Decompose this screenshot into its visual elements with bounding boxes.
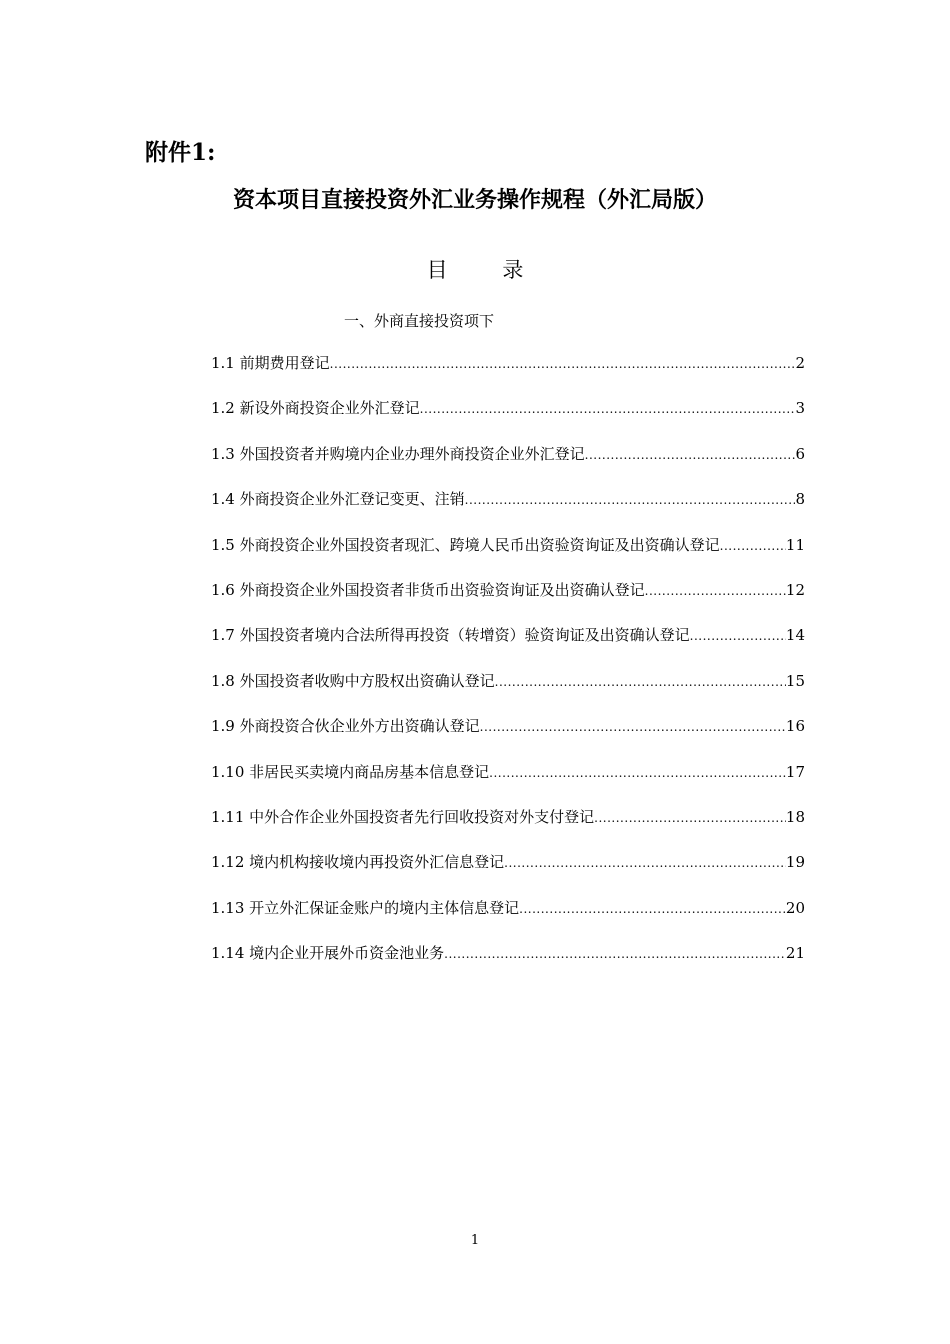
toc-entry-title: 1.1 前期费用登记: [211, 354, 330, 372]
toc-dot-leader: [690, 625, 786, 647]
toc-entry-page: 15: [785, 671, 805, 690]
page-number: 1: [470, 1233, 480, 1248]
toc-entry[interactable]: [211, 579, 805, 624]
toc-entry-title: 1.11 中外合作企业外国投资者先行回收投资对外支付登记: [211, 807, 595, 826]
toc-entry-page: 14: [785, 626, 805, 645]
toc-entry-page: 17: [785, 762, 805, 781]
toc-entry-page: 21: [785, 944, 805, 963]
toc-entry-page: 16: [785, 717, 805, 736]
toc-entry-page: 12: [785, 580, 805, 599]
toc-entry[interactable]: [211, 851, 805, 896]
toc-entry-title: 1.6 外商投资企业外国投资者非货币出资验资询证及出资确认登记: [211, 580, 645, 599]
toc-entry[interactable]: [211, 488, 805, 533]
attachment-label: 附件1:: [145, 139, 216, 166]
toc-entry-page: 3: [795, 399, 805, 418]
toc-entry-title: 1.5 外商投资企业外国投资者现汇、跨境人民币出资验资询证及出资确认登记: [211, 535, 720, 554]
toc-entry-title: 1.2 新设外商投资企业外汇登记: [211, 399, 420, 418]
document-title: 资本项目直接投资外汇业务操作规程（外汇局版）: [232, 188, 717, 213]
toc-entry-page: 2: [795, 354, 805, 372]
toc-entry[interactable]: [211, 352, 805, 397]
toc-dot-leader: [519, 898, 786, 920]
toc-entry-title: 1.7 外国投资者境内合法所得再投资（转增资）验资询证及出资确认登记: [211, 626, 690, 645]
toc-entry[interactable]: [211, 761, 805, 806]
toc-dot-leader: [444, 943, 786, 965]
toc-dot-leader: [489, 762, 786, 784]
toc-entry-page: 19: [785, 853, 805, 872]
toc-entry-title: 1.9 外商投资合伙企业外方出资确认登记: [211, 717, 480, 736]
toc-entry[interactable]: [211, 624, 805, 669]
toc-entry-title: 1.13 开立外汇保证金账户的境内主体信息登记: [211, 898, 520, 917]
toc-entry-title: 1.12 境内机构接收境内再投资外汇信息登记: [211, 853, 505, 872]
toc-dot-leader: [720, 535, 786, 557]
toc-entry[interactable]: [211, 715, 805, 760]
toc-entry-page: 11: [785, 535, 805, 554]
toc-entry[interactable]: [211, 897, 805, 942]
toc-dot-leader: [594, 807, 786, 829]
toc-dot-leader: [330, 353, 796, 375]
toc-entry-page: 20: [785, 898, 805, 917]
toc-entry-page: 8: [795, 490, 805, 509]
toc-entry[interactable]: [211, 942, 805, 987]
toc-dot-leader: [420, 398, 796, 420]
toc-entry-title: 1.14 境内企业开展外币资金池业务: [211, 944, 445, 963]
table-of-contents: [211, 352, 805, 987]
toc-entry-title: 1.3 外国投资者并购境内企业办理外商投资企业外汇登记: [211, 444, 585, 463]
toc-dot-leader: [645, 580, 786, 602]
toc-heading: 目 录: [426, 258, 548, 282]
toc-entry-title: 1.8 外国投资者收购中方股权出资确认登记: [211, 671, 495, 690]
toc-entry[interactable]: [211, 443, 805, 488]
toc-dot-leader: [504, 852, 786, 874]
toc-entry-title: 1.10 非居民买卖境内商品房基本信息登记: [211, 762, 490, 781]
toc-entry[interactable]: [211, 670, 805, 715]
toc-dot-leader: [480, 716, 786, 738]
toc-entry-title: 1.4 外商投资企业外汇登记变更、注销: [211, 490, 465, 509]
toc-entry[interactable]: [211, 534, 805, 579]
toc-dot-leader: [585, 444, 796, 466]
toc-entry-page: 6: [795, 444, 805, 463]
toc-dot-leader: [465, 489, 796, 511]
toc-dot-leader: [495, 671, 786, 693]
toc-entry[interactable]: [211, 806, 805, 851]
toc-entry-page: 18: [785, 807, 805, 826]
toc-entry[interactable]: [211, 397, 805, 442]
toc-section-heading: 一、外商直接投资项下: [344, 312, 495, 330]
